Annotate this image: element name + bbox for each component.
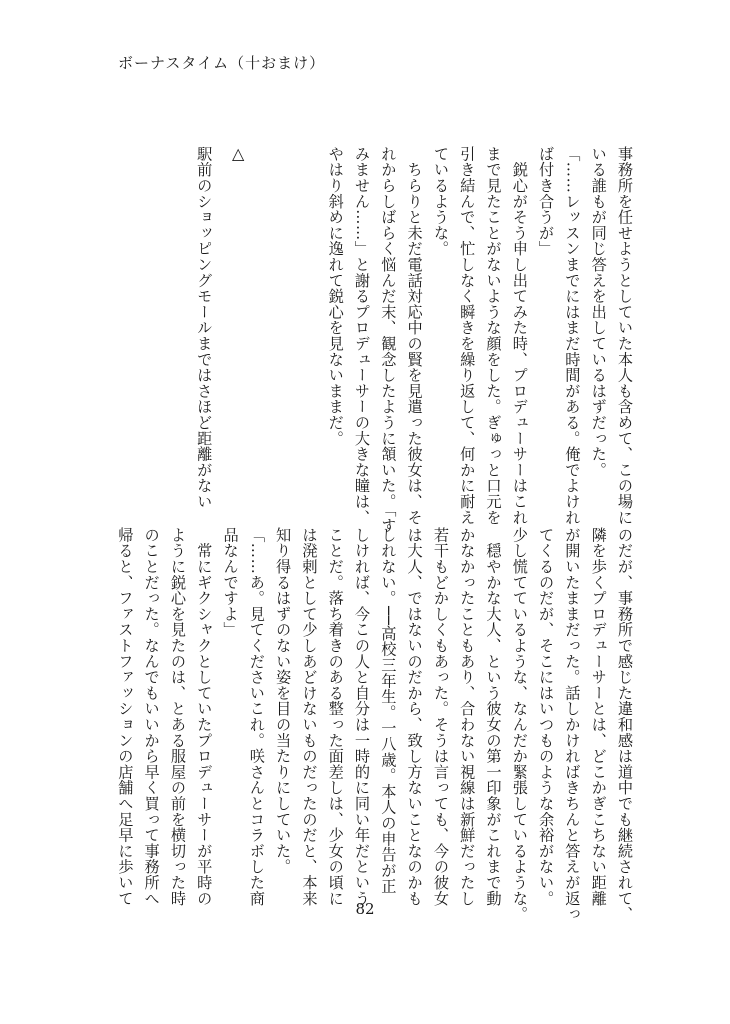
text-line: 穏やかな大人、という彼女の第一印象がこれまで動	[484, 527, 503, 907]
text-line: ちらりと未だ電話対応中の賢を見遣った彼女は、そ	[405, 146, 424, 526]
text-line: てくるのだが、そこにはいつものような余裕がない。	[537, 527, 556, 907]
text-line: 隣を歩くプロデューサーとは、どこかぎこちない距離	[589, 527, 608, 907]
text-line: ば付き合うが」	[537, 146, 556, 257]
text-line: は大人、ではないのだから、致し方ないことなのかも	[405, 527, 424, 907]
text-line: みません……」と謝るプロデューサーの大きな瞳は、	[353, 146, 372, 526]
text-line: 事務所を任せようとしていた本人も含めて、この場に	[616, 146, 634, 526]
text-line: 少し慌てているような、なんだか緊張しているような。	[510, 527, 529, 922]
text-line-blank	[270, 146, 296, 492]
text-line: 「……レッスンまでにはまだ時間がある。俺でよけれ	[563, 146, 582, 526]
text-line: 品なんですよ」	[221, 527, 240, 638]
text-line: 引き結んで、忙しなく瞬きを繰り返して、何かに耐え	[458, 146, 477, 526]
text-line: は溌剌として少しあどけないものだったのだと、本来	[300, 527, 319, 907]
text-block-top	[118, 146, 638, 534]
text-line: が開いたままだった。話しかければきちんと答えが返っ	[563, 527, 582, 922]
text-line: のだが、事務所で感じた違和感は道中でも継続されて、	[616, 527, 634, 922]
text-line: ように鋭心を見たのは、とある服屋の前を横切った時	[168, 527, 187, 907]
text-line: 「……あ。見てくださいこれ。咲さんとコラボした商	[247, 527, 266, 907]
text-line: かなかったこともあり、合わない視線は新鮮だったし	[458, 527, 477, 907]
text-line: 駅前のショッピングモールまではさほど距離がない	[195, 146, 214, 510]
text-line: 知り得るはずのない姿を目の当たりにしていた。	[274, 527, 293, 875]
text-line: まで見たことがないような顔をした。ぎゅっと口元を	[484, 146, 503, 526]
text-line: ているような。	[431, 146, 450, 257]
running-title: ボーナスタイム（十おまけ）	[118, 54, 326, 72]
page-number: 82	[355, 900, 375, 918]
text-line-blank	[244, 146, 270, 492]
scene-break-mark: △	[232, 144, 245, 163]
text-line-blank	[217, 146, 243, 492]
text-line: ことだ。落ち着きのある整った面差しは、少女の頃に	[326, 527, 345, 907]
text-line: 鋭心がそう申し出てみた時、プロデューサーはこれ	[510, 146, 529, 526]
text-line: 帰ると、ファストファッションの店舗へ足早に歩いて	[116, 527, 135, 907]
text-line: のことだった。なんでもいいから早く買って事務所へ	[142, 527, 161, 907]
text-line: しければ、今この人と自分は一時的に同い年だという	[353, 527, 372, 907]
text-line: れからしばらく悩んだ末、観念したように頷いた。「す	[379, 146, 398, 534]
text-line: いる誰もが同じ答えを出しているはずだった。	[589, 146, 608, 478]
text-line: 常にギクシャクとしていたプロデューサーが平時の	[195, 527, 214, 907]
text-line: やはり斜めに逸れて鋭心を見ないままだ。	[326, 146, 345, 447]
text-line-blank	[296, 146, 322, 492]
text-line: 若干もどかしくもあった。そうは言っても、今の彼女	[431, 527, 450, 907]
text-line: しれない。──高校三年生。一八歳。本人の申告が正	[379, 527, 398, 895]
